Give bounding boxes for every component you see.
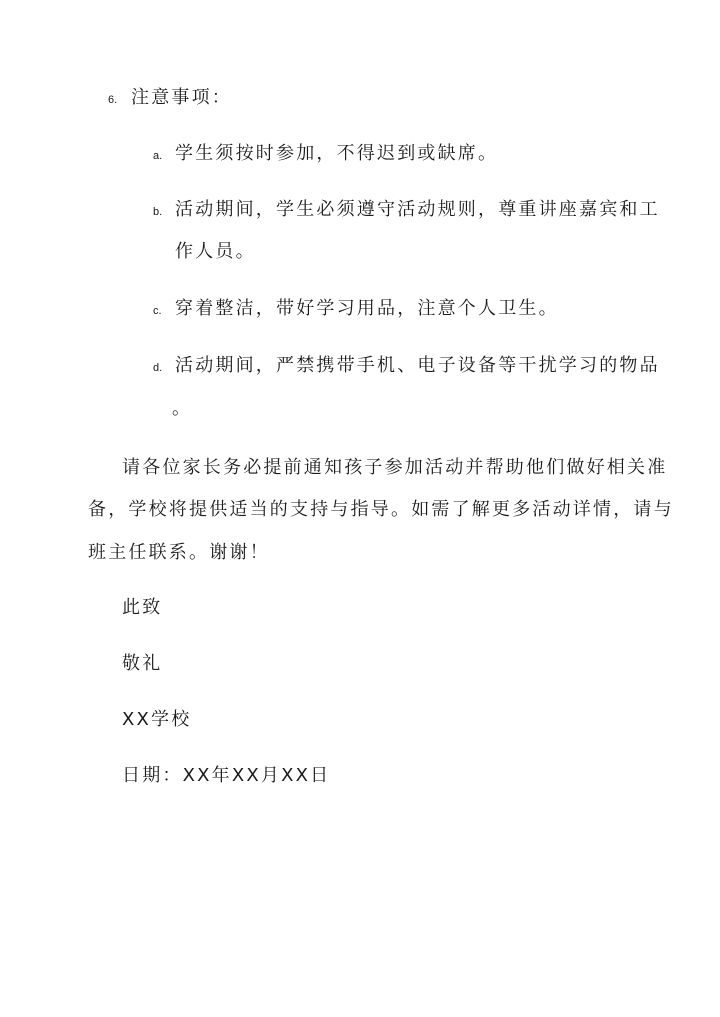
list-marker-d: d. [153,362,163,374]
closing-salutation: 此致 [122,597,163,618]
list-item-d-line-1: 活动期间，严禁携带手机、电子设备等干扰学习的物品 [175,355,660,376]
paragraph-line-1: 请各位家长务必提前通知孩子参加活动并帮助他们做好相关准 [122,457,668,478]
list-marker-c: c. [153,305,162,317]
section-title: 注意事项： [131,87,232,108]
section-number: 6. [108,94,118,106]
list-marker-a: a. [153,150,163,162]
list-item-a-line-1: 学生须按时参加，不得迟到或缺席。 [175,143,499,164]
list-item-d-line-2: 。 [172,398,193,419]
signature-date: 日期：XX年XX月XX日 [122,765,331,786]
list-item-c-line-1: 穿着整洁，带好学习用品，注意个人卫生。 [175,298,559,319]
list-item-b-line-2: 作人员。 [175,241,256,262]
list-marker-b: b. [153,206,163,218]
closing-regards: 敬礼 [122,653,163,674]
paragraph-line-3: 班主任联系。谢谢！ [88,542,270,563]
signature-school: XX学校 [122,709,192,730]
paragraph-line-2: 备，学校将提供适当的支持与指导。如需了解更多活动详情，请与 [88,499,674,520]
list-item-b-line-1: 活动期间，学生必须遵守活动规则，尊重讲座嘉宾和工 [175,199,660,220]
